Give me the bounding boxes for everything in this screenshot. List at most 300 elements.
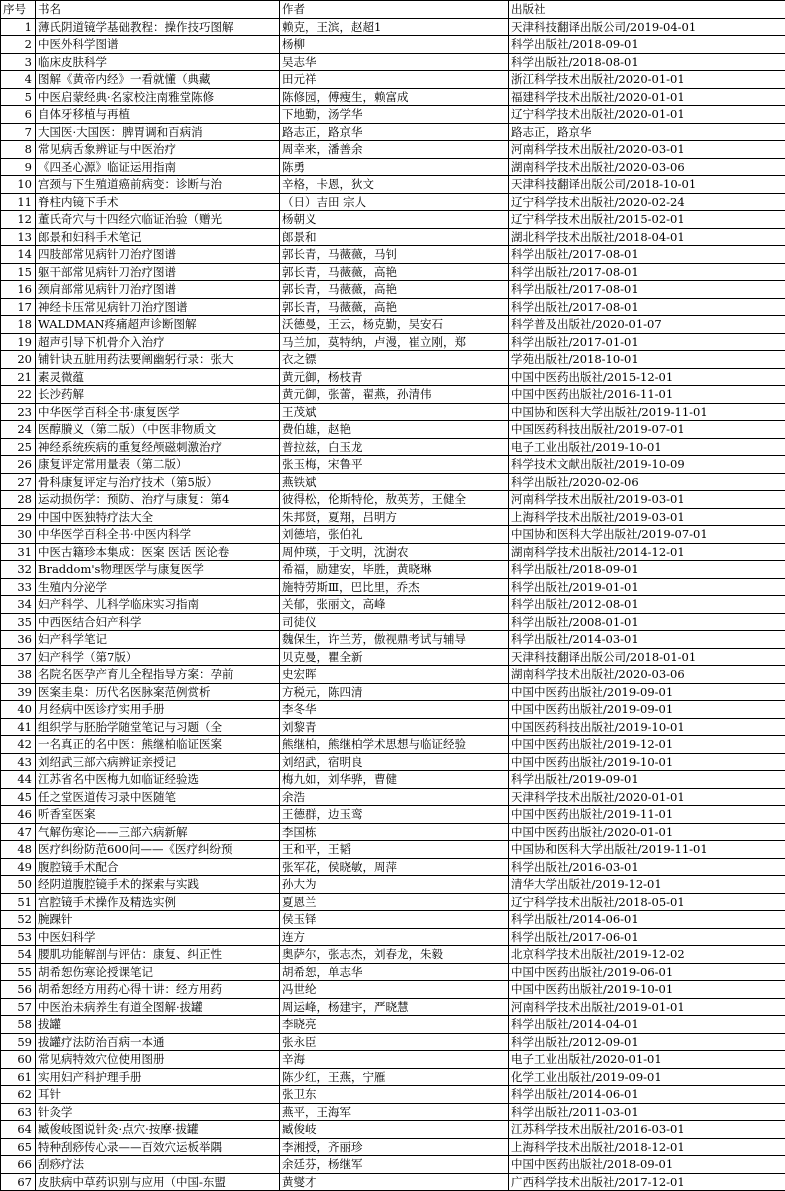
cell-title[interactable]: 中医古籍珍本集成：医案 医话 医论卷 — [36, 543, 280, 561]
cell-publisher[interactable]: 中国中医药出版社/2018-09-01 — [509, 1156, 785, 1174]
cell-publisher[interactable]: 福建科学技术出版社/2020-01-01 — [509, 88, 785, 106]
cell-title[interactable]: 月经病中医诊疗实用手册 — [36, 701, 280, 719]
cell-number[interactable]: 43 — [1, 753, 36, 771]
cell-publisher[interactable]: 湖南科学技术出版社/2020-03-06 — [509, 666, 785, 684]
table-row — [1, 736, 785, 754]
cell-publisher[interactable]: 科学出版社/2012-09-01 — [509, 1033, 785, 1051]
cell-number[interactable]: 33 — [1, 578, 36, 596]
cell-number[interactable]: 32 — [1, 561, 36, 579]
table-row — [1, 1051, 785, 1069]
cell-title[interactable]: 中华医学百科全书·中医内科学 — [36, 526, 280, 544]
cell-author[interactable]: 侯玉铎 — [280, 911, 509, 929]
cell-number[interactable]: 49 — [1, 858, 36, 876]
cell-number[interactable]: 20 — [1, 351, 36, 369]
cell-title[interactable]: 气解伤寒论——三部六病新解 — [36, 823, 280, 841]
cell-title[interactable]: 《四圣心源》临证运用指南 — [36, 158, 280, 176]
cell-title[interactable]: 针灸学 — [36, 1103, 280, 1121]
cell-number[interactable]: 22 — [1, 386, 36, 404]
cell-publisher[interactable]: 中国中医药出版社/2019-09-01 — [509, 683, 785, 701]
cell-title[interactable]: 中医妇科学 — [36, 928, 280, 946]
cell-publisher[interactable]: 电子工业出版社/2019-10-01 — [509, 438, 785, 456]
cell-author[interactable]: 衣之镖 — [280, 351, 509, 369]
cell-number[interactable]: 31 — [1, 543, 36, 561]
cell-number[interactable]: 12 — [1, 211, 36, 229]
cell-number[interactable]: 13 — [1, 228, 36, 246]
cell-author[interactable]: （日）吉田 宗人 — [280, 193, 509, 211]
cell-author[interactable]: 郎景和 — [280, 228, 509, 246]
cell-publisher[interactable]: 天津科技翻译出版公司/2019-04-01 — [509, 18, 785, 36]
cell-number[interactable]: 64 — [1, 1121, 36, 1139]
cell-author[interactable]: 下地勤，汤学华 — [280, 106, 509, 124]
cell-publisher[interactable]: 辽宁科学技术出版社/2018-05-01 — [509, 893, 785, 911]
cell-title[interactable]: 医疗纠纷防范600问——《医疗纠纷预 — [36, 841, 280, 859]
cell-title[interactable]: 胡希恕经方用药心得十讲：经方用药 — [36, 981, 280, 999]
cell-publisher[interactable]: 中国医药科技出版社/2019-07-01 — [509, 421, 785, 439]
cell-title[interactable]: 大国医·大国医：脾胃调和百病消 — [36, 123, 280, 141]
cell-title[interactable]: 素灵微蕴 — [36, 368, 280, 386]
cell-author[interactable]: 周运峰，杨建宇，严晓慧 — [280, 998, 509, 1016]
cell-publisher[interactable]: 中国中医药出版社/2019-11-01 — [509, 806, 785, 824]
cell-title[interactable]: 神经系统疾病的重复经颅磁刺激治疗 — [36, 438, 280, 456]
cell-number[interactable]: 62 — [1, 1086, 36, 1104]
cell-number[interactable]: 50 — [1, 876, 36, 894]
cell-author[interactable]: 希福，励建安，毕胜，黄晓琳 — [280, 561, 509, 579]
table-row — [1, 963, 785, 981]
cell-publisher[interactable]: 上海科学技术出版社/2019-03-01 — [509, 508, 785, 526]
cell-author[interactable]: 郭长青，马薇薇，高艳 — [280, 281, 509, 299]
cell-number[interactable]: 18 — [1, 316, 36, 334]
cell-publisher[interactable]: 辽宁科学技术出版社/2015-02-01 — [509, 211, 785, 229]
cell-author[interactable]: 赖克，王滨，赵超1 — [280, 18, 509, 36]
cell-title[interactable]: 腰肌功能解剖与评估：康复、纠正性 — [36, 946, 280, 964]
cell-author[interactable]: 田元祥 — [280, 71, 509, 89]
cell-title[interactable]: 医案圭臬：历代名医脉案范例赏析 — [36, 683, 280, 701]
cell-publisher[interactable]: 科学出版社/2011-03-01 — [509, 1103, 785, 1121]
header-cell-author[interactable]: 作者 — [280, 1, 509, 19]
table-row — [1, 876, 785, 894]
cell-title[interactable]: 董氏奇穴与十四经穴临证治验（赠光 — [36, 211, 280, 229]
cell-publisher[interactable]: 中国医药科技出版社/2019-10-01 — [509, 718, 785, 736]
cell-title[interactable]: 临床皮肤科学 — [36, 53, 280, 71]
cell-publisher[interactable]: 中国协和医科大学出版社/2019-07-01 — [509, 526, 785, 544]
cell-author[interactable]: 史宏晖 — [280, 666, 509, 684]
cell-number[interactable]: 11 — [1, 193, 36, 211]
cell-title[interactable]: 中国中医独特疗法大全 — [36, 508, 280, 526]
cell-number[interactable]: 52 — [1, 911, 36, 929]
cell-author[interactable]: 王和平，王韬 — [280, 841, 509, 859]
cell-number[interactable]: 3 — [1, 53, 36, 71]
cell-title[interactable]: WALDMAN疼痛超声诊断图解 — [36, 316, 280, 334]
cell-title[interactable]: 医醇賸义（第二版）（中医非物质文 — [36, 421, 280, 439]
cell-title[interactable]: 自体牙移植与再植 — [36, 106, 280, 124]
table-row — [1, 333, 785, 351]
cell-author[interactable]: 路志正，路京华 — [280, 123, 509, 141]
cell-number[interactable]: 48 — [1, 841, 36, 859]
cell-author[interactable]: 李冬华 — [280, 701, 509, 719]
cell-number[interactable]: 47 — [1, 823, 36, 841]
table-row — [1, 141, 785, 159]
cell-number[interactable]: 51 — [1, 893, 36, 911]
cell-title[interactable]: 中华医学百科全书·康复医学 — [36, 403, 280, 421]
cell-publisher[interactable]: 科学出版社/2014-03-01 — [509, 631, 785, 649]
cell-title[interactable]: 郎景和妇科手术笔记 — [36, 228, 280, 246]
cell-author[interactable]: 胡希恕，单志华 — [280, 963, 509, 981]
cell-author[interactable]: 周幸来，潘善余 — [280, 141, 509, 159]
cell-number[interactable]: 44 — [1, 771, 36, 789]
cell-title[interactable]: 宫腔镜手术操作及精选实例 — [36, 893, 280, 911]
cell-number[interactable]: 30 — [1, 526, 36, 544]
cell-author[interactable]: 施特劳斯Ⅲ，巴比里，乔杰 — [280, 578, 509, 596]
cell-publisher[interactable]: 江苏科学技术出版社/2016-03-01 — [509, 1121, 785, 1139]
cell-number[interactable]: 6 — [1, 106, 36, 124]
cell-publisher[interactable]: 科学出版社/2019-09-01 — [509, 771, 785, 789]
cell-author[interactable]: 熊继柏，熊继柏学术思想与临证经验 — [280, 736, 509, 754]
cell-title[interactable]: 四肢部常见病针刀治疗图谱 — [36, 246, 280, 264]
cell-number[interactable]: 37 — [1, 648, 36, 666]
table-row — [1, 106, 785, 124]
cell-title[interactable]: 康复评定常用量表（第二版） — [36, 456, 280, 474]
cell-publisher[interactable]: 上海科学技术出版社/2018-12-01 — [509, 1138, 785, 1156]
cell-author[interactable]: 郭长青，马薇薇，高艳 — [280, 298, 509, 316]
cell-title[interactable]: 组织学与胚胎学随堂笔记与习题（全 — [36, 718, 280, 736]
cell-title[interactable]: 生殖内分泌学 — [36, 578, 280, 596]
cell-number[interactable]: 45 — [1, 788, 36, 806]
cell-title[interactable]: 中西医结合妇产科学 — [36, 613, 280, 631]
cell-author[interactable]: 李国栋 — [280, 823, 509, 841]
cell-author[interactable]: 张永臣 — [280, 1033, 509, 1051]
table-row — [1, 1121, 785, 1139]
cell-author[interactable]: 辛格，卡恩，狄文 — [280, 176, 509, 194]
cell-publisher[interactable]: 科学出版社/2014-06-01 — [509, 911, 785, 929]
cell-number[interactable]: 63 — [1, 1103, 36, 1121]
table-row — [1, 1016, 785, 1034]
cell-publisher[interactable]: 湖南科学技术出版社/2014-12-01 — [509, 543, 785, 561]
cell-title[interactable]: 特种刮痧传心录——百效穴运板举隅 — [36, 1138, 280, 1156]
cell-author[interactable]: 张卫东 — [280, 1086, 509, 1104]
cell-title[interactable]: 刮痧疗法 — [36, 1156, 280, 1174]
table-row — [1, 491, 785, 509]
table-row — [1, 841, 785, 859]
cell-number[interactable]: 29 — [1, 508, 36, 526]
cell-number[interactable]: 46 — [1, 806, 36, 824]
cell-author[interactable]: 臧俊岐 — [280, 1121, 509, 1139]
cell-publisher[interactable]: 科学出版社/2014-04-01 — [509, 1016, 785, 1034]
cell-title[interactable]: 图解《黄帝内经》一看就懂（典藏 — [36, 71, 280, 89]
table-row — [1, 508, 785, 526]
cell-number[interactable]: 14 — [1, 246, 36, 264]
cell-number[interactable]: 16 — [1, 281, 36, 299]
cell-publisher[interactable]: 中国中医药出版社/2015-12-01 — [509, 368, 785, 386]
cell-author[interactable]: 普拉兹，白玉龙 — [280, 438, 509, 456]
cell-title[interactable]: 腕踝针 — [36, 911, 280, 929]
cell-publisher[interactable]: 清华大学出版社/2019-12-01 — [509, 876, 785, 894]
table-row — [1, 701, 785, 719]
cell-publisher[interactable]: 科学出版社/2018-08-01 — [509, 53, 785, 71]
cell-title[interactable]: 实用妇产科护理手册 — [36, 1068, 280, 1086]
cell-publisher[interactable]: 科学出版社/2020-02-06 — [509, 473, 785, 491]
cell-author[interactable]: 刘绍武，宿明良 — [280, 753, 509, 771]
cell-author[interactable]: 沃德曼，王云，杨克勤，吴安石 — [280, 316, 509, 334]
cell-publisher[interactable]: 电子工业出版社/2020-01-01 — [509, 1051, 785, 1069]
cell-title[interactable]: 任之堂医道传习录中医随笔 — [36, 788, 280, 806]
cell-author[interactable]: 关郁，张丽文，高峰 — [280, 596, 509, 614]
cell-title[interactable]: 骨科康复评定与治疗技术（第5版） — [36, 473, 280, 491]
cell-title[interactable]: 颈肩部常见病针刀治疗图谱 — [36, 281, 280, 299]
cell-title[interactable]: 中医治未病养生有道全图解·拔罐 — [36, 998, 280, 1016]
cell-title[interactable]: 江苏省名中医梅九如临证经验选 — [36, 771, 280, 789]
cell-title[interactable]: 经阴道腹腔镜手术的探索与实践 — [36, 876, 280, 894]
cell-author[interactable]: 贝克曼，瞿全新 — [280, 648, 509, 666]
cell-author[interactable]: 辛海 — [280, 1051, 509, 1069]
cell-publisher[interactable]: 浙江科学技术出版社/2020-01-01 — [509, 71, 785, 89]
cell-author[interactable]: 李湘授，齐丽珍 — [280, 1138, 509, 1156]
cell-number[interactable]: 56 — [1, 981, 36, 999]
cell-number[interactable]: 10 — [1, 176, 36, 194]
cell-number[interactable]: 8 — [1, 141, 36, 159]
cell-title[interactable]: 薄氏阴道镜学基础教程：操作技巧图解 — [36, 18, 280, 36]
cell-publisher[interactable]: 科学出版社/2017-08-01 — [509, 281, 785, 299]
cell-number[interactable]: 4 — [1, 71, 36, 89]
cell-publisher[interactable]: 科学技术文献出版社/2019-10-09 — [509, 456, 785, 474]
cell-publisher[interactable]: 中国协和医科大学出版社/2019-11-01 — [509, 403, 785, 421]
cell-title[interactable]: 中医启蒙经典·名家校注南雅堂陈修 — [36, 88, 280, 106]
cell-publisher[interactable]: 科学出版社/2017-08-01 — [509, 263, 785, 281]
cell-publisher[interactable]: 辽宁科学技术出版社/2020-02-24 — [509, 193, 785, 211]
cell-number[interactable]: 39 — [1, 683, 36, 701]
cell-publisher[interactable]: 化学工业出版社/2019-09-01 — [509, 1068, 785, 1086]
cell-title[interactable]: 运动损伤学：预防、治疗与康复：第4 — [36, 491, 280, 509]
cell-author[interactable]: 陈少红，王燕，宁雁 — [280, 1068, 509, 1086]
cell-author[interactable]: 夏恩兰 — [280, 893, 509, 911]
cell-title[interactable]: 耳针 — [36, 1086, 280, 1104]
cell-number[interactable]: 36 — [1, 631, 36, 649]
cell-number[interactable]: 38 — [1, 666, 36, 684]
cell-author[interactable]: 吴志华 — [280, 53, 509, 71]
cell-author[interactable]: 刘黎青 — [280, 718, 509, 736]
header-cell-number[interactable]: 序号 — [1, 1, 36, 19]
cell-number[interactable]: 53 — [1, 928, 36, 946]
cell-publisher[interactable]: 科学普及出版社/2020-01-07 — [509, 316, 785, 334]
cell-author[interactable]: 费伯雄，赵艳 — [280, 421, 509, 439]
table-row — [1, 368, 785, 386]
cell-author[interactable]: 黄元御，张蕾，翟燕，孙清伟 — [280, 386, 509, 404]
cell-title[interactable]: 妇产科学、儿科学临床实习指南 — [36, 596, 280, 614]
cell-author[interactable]: 方税元，陈四清 — [280, 683, 509, 701]
cell-number[interactable]: 26 — [1, 456, 36, 474]
cell-number[interactable]: 27 — [1, 473, 36, 491]
table-row — [1, 281, 785, 299]
cell-number[interactable]: 59 — [1, 1033, 36, 1051]
cell-publisher[interactable]: 科学出版社/2008-01-01 — [509, 613, 785, 631]
cell-number[interactable]: 58 — [1, 1016, 36, 1034]
cell-publisher[interactable]: 湖北科学技术出版社/2018-04-01 — [509, 228, 785, 246]
table-row — [1, 263, 785, 281]
cell-number[interactable]: 23 — [1, 403, 36, 421]
cell-publisher[interactable]: 中国中医药出版社/2019-09-01 — [509, 701, 785, 719]
table-row — [1, 911, 785, 929]
cell-title[interactable]: 中医外科学图谱 — [36, 36, 280, 54]
cell-publisher[interactable]: 科学出版社/2012-08-01 — [509, 596, 785, 614]
cell-title[interactable]: 常见病特效穴位使用图册 — [36, 1051, 280, 1069]
cell-publisher[interactable]: 湖南科学技术出版社/2020-03-06 — [509, 158, 785, 176]
cell-author[interactable]: 郭长青，马薇薇，马钊 — [280, 246, 509, 264]
cell-author[interactable]: 张玉梅，宋鲁平 — [280, 456, 509, 474]
cell-author[interactable]: 刘德培，张伯礼 — [280, 526, 509, 544]
cell-number[interactable]: 25 — [1, 438, 36, 456]
cell-author[interactable]: 王德群，边玉鸾 — [280, 806, 509, 824]
cell-number[interactable]: 5 — [1, 88, 36, 106]
cell-number[interactable]: 19 — [1, 333, 36, 351]
table-row — [1, 228, 785, 246]
cell-title[interactable]: 长沙药解 — [36, 386, 280, 404]
cell-title[interactable]: 躯干部常见病针刀治疗图谱 — [36, 263, 280, 281]
cell-number[interactable]: 21 — [1, 368, 36, 386]
cell-title[interactable]: 常见病舌象辨证与中医治疗 — [36, 141, 280, 159]
cell-title[interactable]: 妇产科学笔记 — [36, 631, 280, 649]
cell-author[interactable]: 魏保生，许兰芳，傲视鼎考试与辅导 — [280, 631, 509, 649]
cell-publisher[interactable]: 中国中医药出版社/2019-10-01 — [509, 753, 785, 771]
cell-author[interactable]: 余廷芬，杨继军 — [280, 1156, 509, 1174]
cell-title[interactable]: 刘绍武三部六病辨证亲授记 — [36, 753, 280, 771]
cell-author[interactable]: 马兰加，莫特纳，卢漫，崔立刚，郑 — [280, 333, 509, 351]
cell-number[interactable]: 9 — [1, 158, 36, 176]
table-row — [1, 613, 785, 631]
cell-publisher[interactable]: 广西科学技术出版社/2017-12-01 — [509, 1173, 785, 1191]
cell-title[interactable]: 超声引导下机骨介入治疗 — [36, 333, 280, 351]
cell-publisher[interactable]: 中国协和医科大学出版社/2019-11-01 — [509, 841, 785, 859]
cell-author[interactable]: 余浩 — [280, 788, 509, 806]
cell-title[interactable]: 妇产科学（第7版） — [36, 648, 280, 666]
cell-author[interactable]: 张军花，侯晓敏，周萍 — [280, 858, 509, 876]
cell-number[interactable]: 66 — [1, 1156, 36, 1174]
cell-number[interactable]: 7 — [1, 123, 36, 141]
cell-number[interactable]: 42 — [1, 736, 36, 754]
cell-publisher[interactable]: 学苑出版社/2018-10-01 — [509, 351, 785, 369]
cell-publisher[interactable]: 科学出版社/2014-06-01 — [509, 1086, 785, 1104]
cell-number[interactable]: 1 — [1, 18, 36, 36]
cell-number[interactable]: 57 — [1, 998, 36, 1016]
header-cell-publisher[interactable]: 出版社 — [509, 1, 785, 19]
cell-author[interactable]: 李晓亮 — [280, 1016, 509, 1034]
cell-publisher[interactable]: 科学出版社/2017-08-01 — [509, 298, 785, 316]
cell-author[interactable]: 陈勇 — [280, 158, 509, 176]
cell-publisher[interactable]: 中国中医药出版社/2019-06-01 — [509, 963, 785, 981]
cell-publisher[interactable]: 科学出版社/2018-09-01 — [509, 36, 785, 54]
cell-number[interactable]: 60 — [1, 1051, 36, 1069]
cell-number[interactable]: 28 — [1, 491, 36, 509]
cell-author[interactable]: 梅九如，刘华骅，曹健 — [280, 771, 509, 789]
cell-author[interactable]: 黄燮才 — [280, 1173, 509, 1191]
cell-author[interactable]: 朱邦贤，夏翔，吕明方 — [280, 508, 509, 526]
cell-author[interactable]: 彼得松，伦斯特伦，敖英芳，王健全 — [280, 491, 509, 509]
cell-author[interactable]: 司徒仪 — [280, 613, 509, 631]
cell-number[interactable]: 40 — [1, 701, 36, 719]
cell-author[interactable]: 杨朝义 — [280, 211, 509, 229]
cell-title[interactable]: 听香室医案 — [36, 806, 280, 824]
cell-publisher[interactable]: 中国中医药出版社/2016-11-01 — [509, 386, 785, 404]
table-row — [1, 123, 785, 141]
cell-number[interactable]: 24 — [1, 421, 36, 439]
cell-publisher[interactable]: 天津科学技术出版社/2020-01-01 — [509, 788, 785, 806]
table-row — [1, 421, 785, 439]
header-cell-title[interactable]: 书名 — [36, 1, 280, 19]
cell-number[interactable]: 2 — [1, 36, 36, 54]
cell-title[interactable]: 拔罐疗法防治百病一本通 — [36, 1033, 280, 1051]
table-row — [1, 788, 785, 806]
cell-author[interactable]: 杨柳 — [280, 36, 509, 54]
table-row — [1, 18, 785, 36]
cell-title[interactable]: Braddom's物理医学与康复医学 — [36, 561, 280, 579]
cell-title[interactable]: 铺针诀五脏用药法要阐幽躬行录：张大 — [36, 351, 280, 369]
cell-publisher[interactable]: 路志正，路京华 — [509, 123, 785, 141]
table-row — [1, 71, 785, 89]
cell-publisher[interactable]: 科学出版社/2016-03-01 — [509, 858, 785, 876]
cell-number[interactable]: 34 — [1, 596, 36, 614]
cell-number[interactable]: 65 — [1, 1138, 36, 1156]
cell-publisher[interactable]: 科学出版社/2017-06-01 — [509, 928, 785, 946]
table-row — [1, 981, 785, 999]
cell-author[interactable]: 奥萨尔，张志杰，刘春龙，朱毅 — [280, 946, 509, 964]
cell-author[interactable]: 郭长青，马薇薇，高艳 — [280, 263, 509, 281]
table-row — [1, 648, 785, 666]
cell-publisher[interactable]: 天津科技翻译出版公司/2018-01-01 — [509, 648, 785, 666]
cell-title[interactable]: 一名真正的名中医：熊继柏临证医案 — [36, 736, 280, 754]
cell-number[interactable]: 67 — [1, 1173, 36, 1191]
cell-publisher[interactable]: 科学出版社/2019-01-01 — [509, 578, 785, 596]
cell-title[interactable]: 臧俊岐图说针灸·点穴·按摩·拔罐 — [36, 1121, 280, 1139]
cell-publisher[interactable]: 科学出版社/2017-08-01 — [509, 246, 785, 264]
cell-publisher[interactable]: 中国中医药出版社/2019-12-01 — [509, 736, 785, 754]
table-row — [1, 193, 785, 211]
cell-title[interactable]: 脊柱内镜下手术 — [36, 193, 280, 211]
cell-author[interactable]: 连方 — [280, 928, 509, 946]
cell-number[interactable]: 35 — [1, 613, 36, 631]
cell-title[interactable]: 胡希恕伤寒论授课笔记 — [36, 963, 280, 981]
cell-author[interactable]: 燕铁斌 — [280, 473, 509, 491]
cell-author[interactable]: 黄元御，杨枝青 — [280, 368, 509, 386]
cell-title[interactable]: 神经卡压常见病针刀治疗图谱 — [36, 298, 280, 316]
cell-author[interactable]: 燕平，王海军 — [280, 1103, 509, 1121]
cell-title[interactable]: 名院名医孕产育儿全程指导方案：孕前 — [36, 666, 280, 684]
cell-publisher[interactable]: 中国中医药出版社/2019-10-01 — [509, 981, 785, 999]
cell-number[interactable]: 17 — [1, 298, 36, 316]
cell-author[interactable]: 冯世纶 — [280, 981, 509, 999]
cell-author[interactable]: 王茂斌 — [280, 403, 509, 421]
cell-author[interactable]: 陈修园，傅瘦生，赖富成 — [280, 88, 509, 106]
cell-title[interactable]: 拔罐 — [36, 1016, 280, 1034]
cell-number[interactable]: 55 — [1, 963, 36, 981]
cell-publisher[interactable]: 辽宁科学技术出版社/2020-01-01 — [509, 106, 785, 124]
cell-author[interactable]: 周仲瑛，于文明，沈澍农 — [280, 543, 509, 561]
cell-number[interactable]: 15 — [1, 263, 36, 281]
cell-title[interactable]: 腹腔镜手术配合 — [36, 858, 280, 876]
cell-publisher[interactable]: 天津科技翻译出版公司/2018-10-01 — [509, 176, 785, 194]
cell-publisher[interactable]: 河南科学技术出版社/2019-03-01 — [509, 491, 785, 509]
cell-publisher[interactable]: 河南科学技术出版社/2020-03-01 — [509, 141, 785, 159]
cell-number[interactable]: 54 — [1, 946, 36, 964]
cell-publisher[interactable]: 北京科学技术出版社/2019-12-02 — [509, 946, 785, 964]
cell-number[interactable]: 61 — [1, 1068, 36, 1086]
cell-publisher[interactable]: 科学出版社/2018-09-01 — [509, 561, 785, 579]
cell-publisher[interactable]: 中国中医药出版社/2020-01-01 — [509, 823, 785, 841]
cell-publisher[interactable]: 科学出版社/2017-01-01 — [509, 333, 785, 351]
cell-title[interactable]: 皮肤病中草药识别与应用（中国-东盟 — [36, 1173, 280, 1191]
cell-publisher[interactable]: 河南科学技术出版社/2019-01-01 — [509, 998, 785, 1016]
cell-author[interactable]: 孙大为 — [280, 876, 509, 894]
cell-title[interactable]: 宫颈与下生殖道癌前病变：诊断与治 — [36, 176, 280, 194]
table-row — [1, 298, 785, 316]
cell-number[interactable]: 41 — [1, 718, 36, 736]
